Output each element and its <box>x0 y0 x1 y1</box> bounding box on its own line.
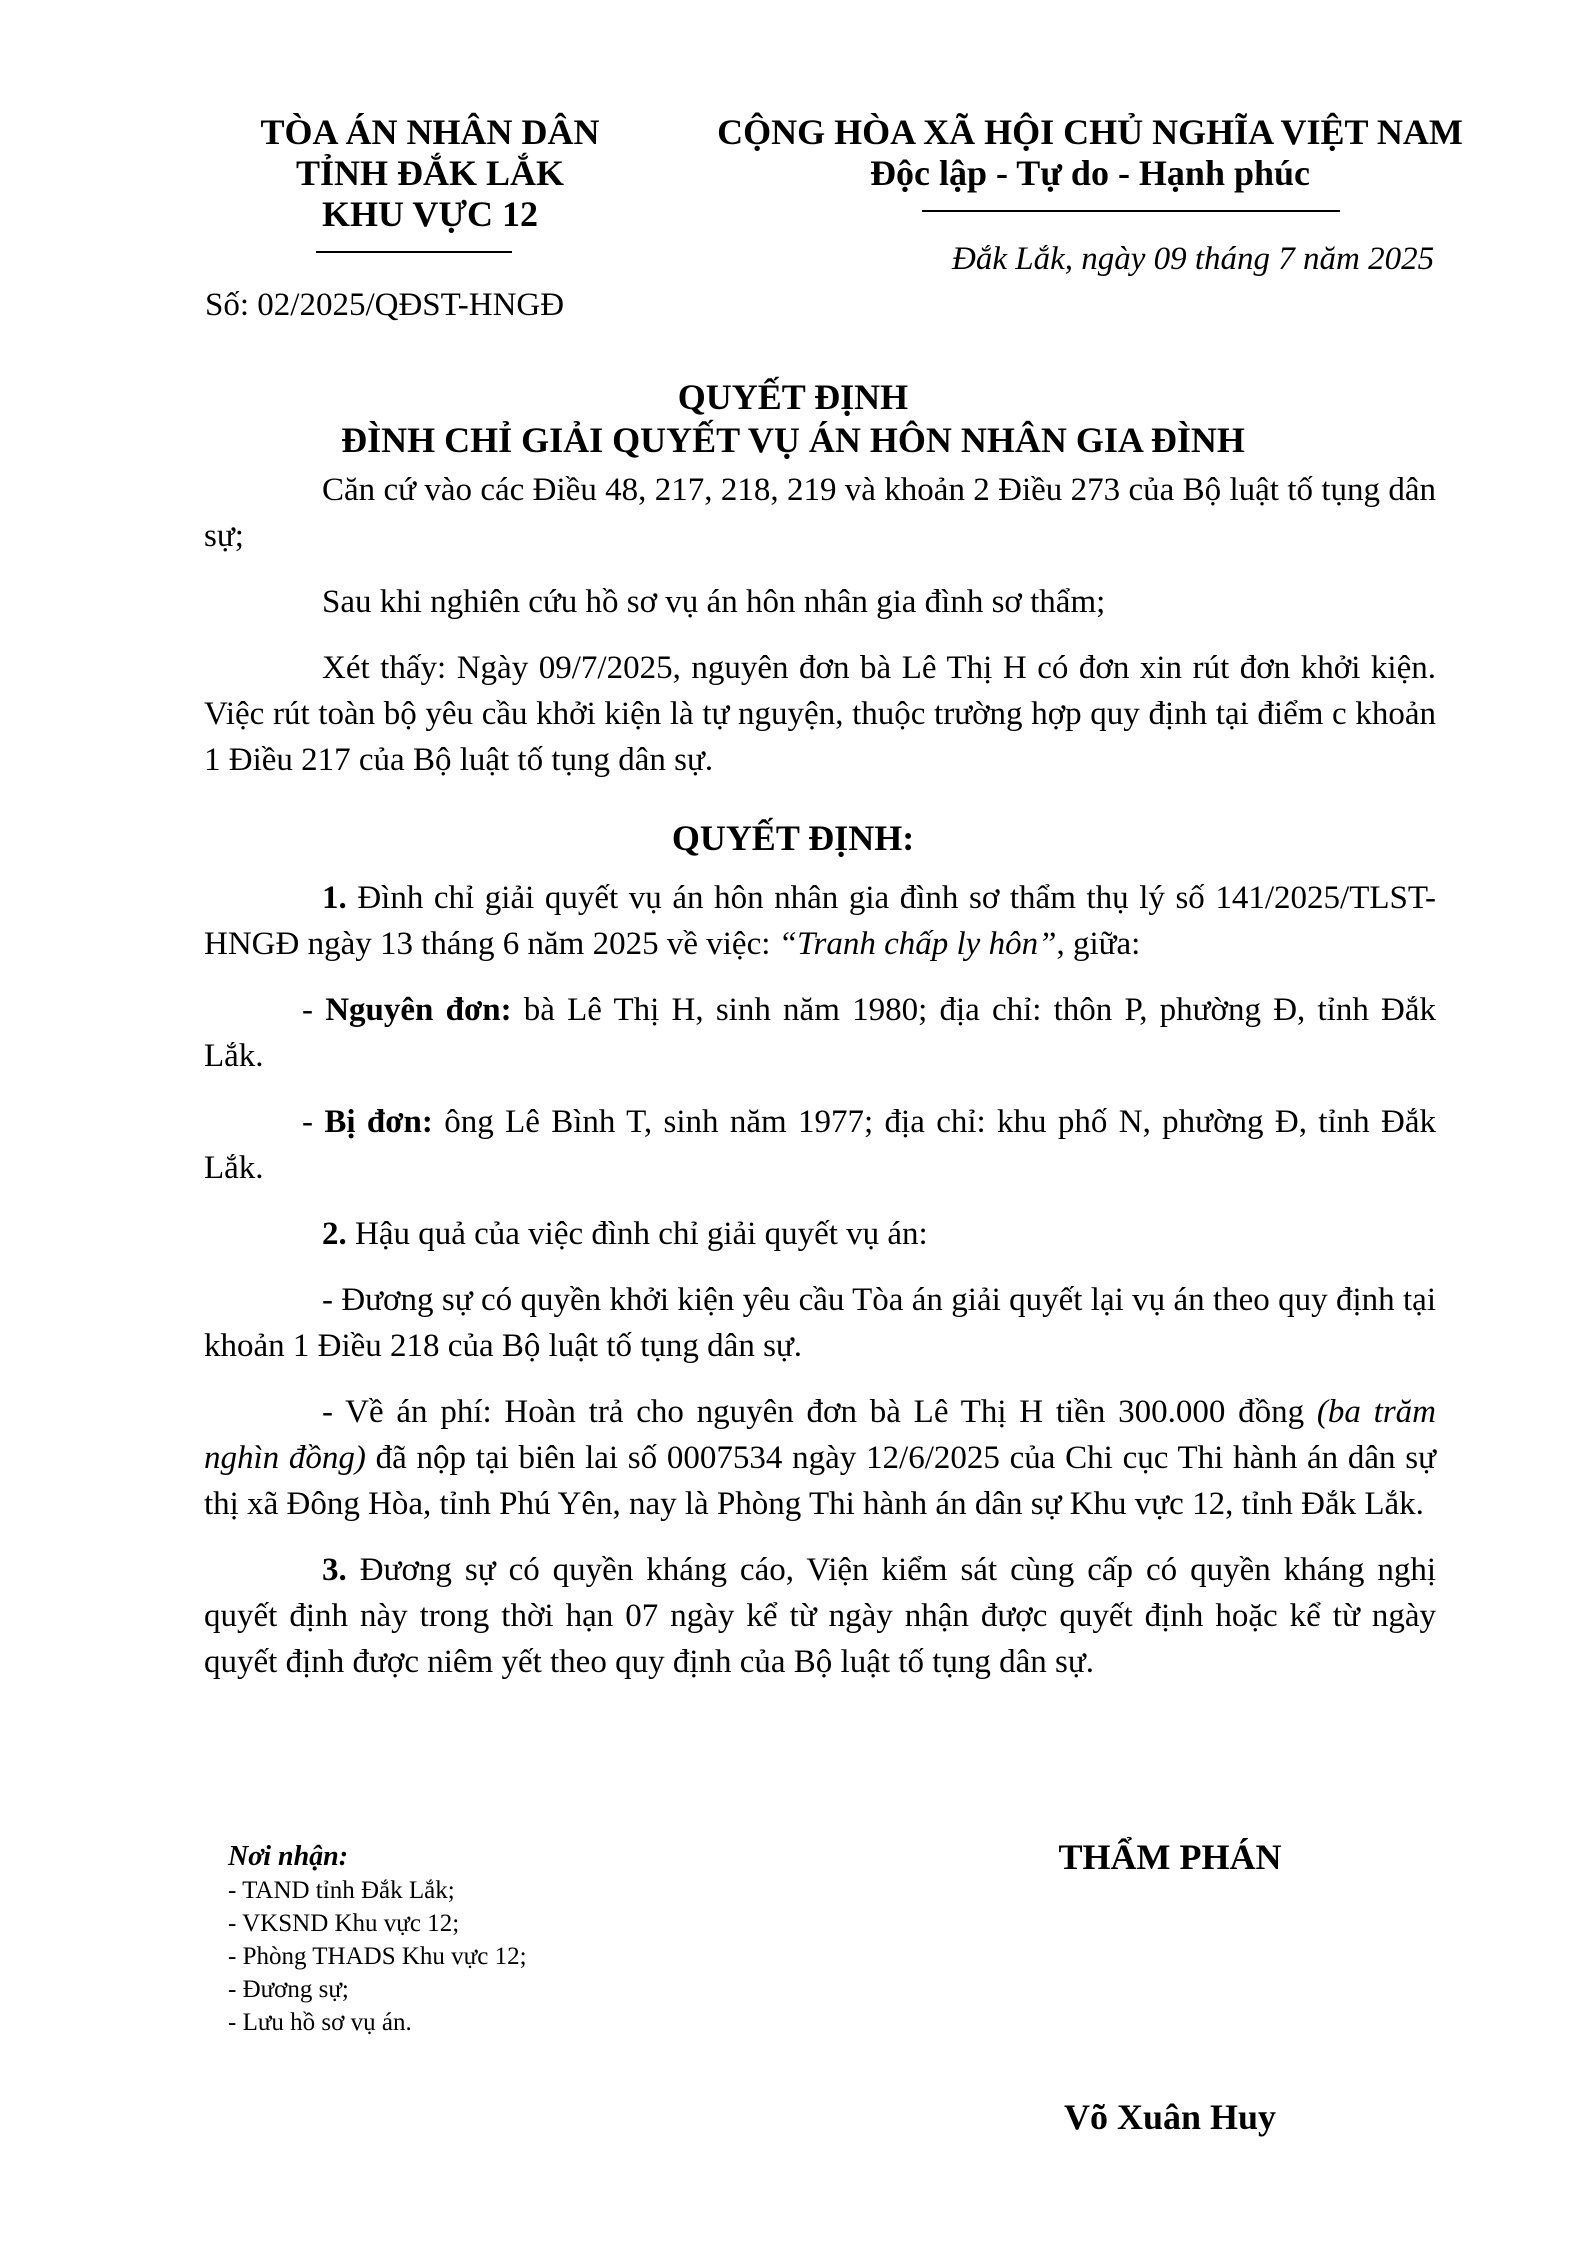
plaintiff-line <box>204 987 1436 1079</box>
plaintiff-text: bà Lê Thị H, sinh năm 1980; địa chỉ: thôn P, phường Đ, tỉnh Đắk Lắk. <box>204 992 1436 1074</box>
recipients-title: Nơi nhận: <box>228 1841 349 1872</box>
basis-section <box>204 467 1436 783</box>
decision-section <box>204 875 1436 1685</box>
item-1-text: Đình chỉ giải quyết vụ án hôn nhân gia đình sơ thẩm thụ lý số 141/2025/TLST-HNGĐ ngày 13 tháng 6 năm 2025 về việc: <box>204 880 1436 962</box>
recipient-item: - Lưu hồ sơ vụ án. <box>228 2009 412 2036</box>
court-fee-words: (ba trăm nghìn đồng) <box>204 1394 1436 1476</box>
defendant-dash: - <box>302 1104 325 1140</box>
defendant-label: Bị đơn: <box>324 1104 433 1140</box>
item-2-number: 2. <box>322 1216 347 1252</box>
item-2-court-fee <box>204 1389 1436 1527</box>
decision-item-2 <box>204 1211 1436 1257</box>
basis-legal: Căn cứ vào các Điều 48, 217, 218, 219 và khoản 2 Điều 273 của Bộ luật tố tụng dân sự; <box>204 472 1436 554</box>
document-date: Đắk Lắk, ngày 09 tháng 7 năm 2025 <box>952 241 1435 277</box>
recipients-block <box>228 1840 527 2039</box>
recipient-item: - Phòng THADS Khu vực 12; <box>228 1943 527 1970</box>
item-2-consequence: - Đương sự có quyền khởi kiện yêu cầu Tòa án giải quyết lại vụ án theo quy định tại khoản 1 Điều 218 của Bộ luật tố tụng dân sự. <box>204 1282 1436 1364</box>
document-title <box>0 376 1586 462</box>
national-title-block <box>680 112 1500 194</box>
court-fee-text-end: đã nộp tại biên lai số 0007534 ngày 12/6/2025 của Chi cục Thi hành án dân sự thị xã Đông Hòa, tỉnh Phú Yên, nay là Phòng Thi hành án dân sự Khu vực 12, tỉnh Đắk Lắk. <box>204 1440 1436 1522</box>
recipient-item: - Đương sự; <box>228 1976 349 2003</box>
signer-name: Võ Xuân Huy <box>1063 2097 1277 2137</box>
decision-item-3 <box>204 1547 1436 1685</box>
document-title-line2: ĐÌNH CHỈ GIẢI QUYẾT VỤ ÁN HÔN NHÂN GIA ĐÌNH <box>341 420 1245 460</box>
national-title: CỘNG HÒA XÃ HỘI CHỦ NGHĨA VIỆT NAM <box>717 112 1463 152</box>
item-1-number: 1. <box>322 880 347 916</box>
signature-title: THẨM PHÁN <box>1058 1837 1282 1877</box>
recipient-item: - VKSND Khu vực 12; <box>228 1910 460 1937</box>
item-1-text-end: , giữa: <box>1056 926 1141 962</box>
item-2-text: Hậu quả của việc đình chỉ giải quyết vụ án: <box>346 1216 928 1252</box>
basis-consideration: Xét thấy: Ngày 09/7/2025, nguyên đơn bà Lê Thị H có đơn xin rút đơn khởi kiện. Việc rút toàn bộ yêu cầu khởi kiện là tự nguyện, thuộc trường hợp quy định tại điểm c khoản 1 Điều 217 của Bộ luật tố tụng dân sự. <box>204 650 1436 778</box>
item-3-number: 3. <box>322 1552 347 1588</box>
decision-item-1 <box>204 875 1436 967</box>
recipient-item: - TAND tỉnh Đắk Lắk; <box>228 1877 455 1904</box>
document-title-line1: QUYẾT ĐỊNH <box>677 377 909 417</box>
plaintiff-label: Nguyên đơn: <box>325 992 512 1028</box>
basis-review: Sau khi nghiên cứu hồ sơ vụ án hôn nhân gia đình sơ thẩm; <box>322 584 1106 620</box>
court-name-line2: TỈNH ĐẮK LẮK <box>295 153 565 193</box>
court-name-underline <box>316 251 512 253</box>
court-name-block <box>250 112 610 235</box>
item-3-text: Đương sự có quyền kháng cáo, Viện kiểm sát cùng cấp có quyền kháng nghị quyết định này trong thời hạn 07 ngày kể từ ngày nhận được quyết định hoặc kể từ ngày quyết định được niêm yết theo quy định của Bộ luật tố tụng dân sự. <box>204 1552 1436 1680</box>
defendant-line <box>204 1099 1436 1191</box>
document-number: Số: 02/2025/QĐST-HNGĐ <box>205 287 565 323</box>
case-name: “Tranh chấp ly hôn” <box>778 926 1057 962</box>
court-name-line1: TÒA ÁN NHÂN DÂN <box>260 112 600 152</box>
national-motto-underline <box>922 210 1340 212</box>
national-motto: Độc lập - Tự do - Hạnh phúc <box>869 153 1311 193</box>
defendant-text: ông Lê Bình T, sinh năm 1977; địa chỉ: khu phố N, phường Đ, tỉnh Đắk Lắk. <box>204 1104 1436 1186</box>
plaintiff-dash: - <box>302 992 326 1028</box>
decision-heading: QUYẾT ĐỊNH: <box>671 818 915 858</box>
court-fee-text: - Về án phí: Hoàn trả cho nguyên đơn bà Lê Thị H tiền 300.000 đồng <box>322 1394 1317 1430</box>
court-name-line3: KHU VỰC 12 <box>322 194 538 234</box>
